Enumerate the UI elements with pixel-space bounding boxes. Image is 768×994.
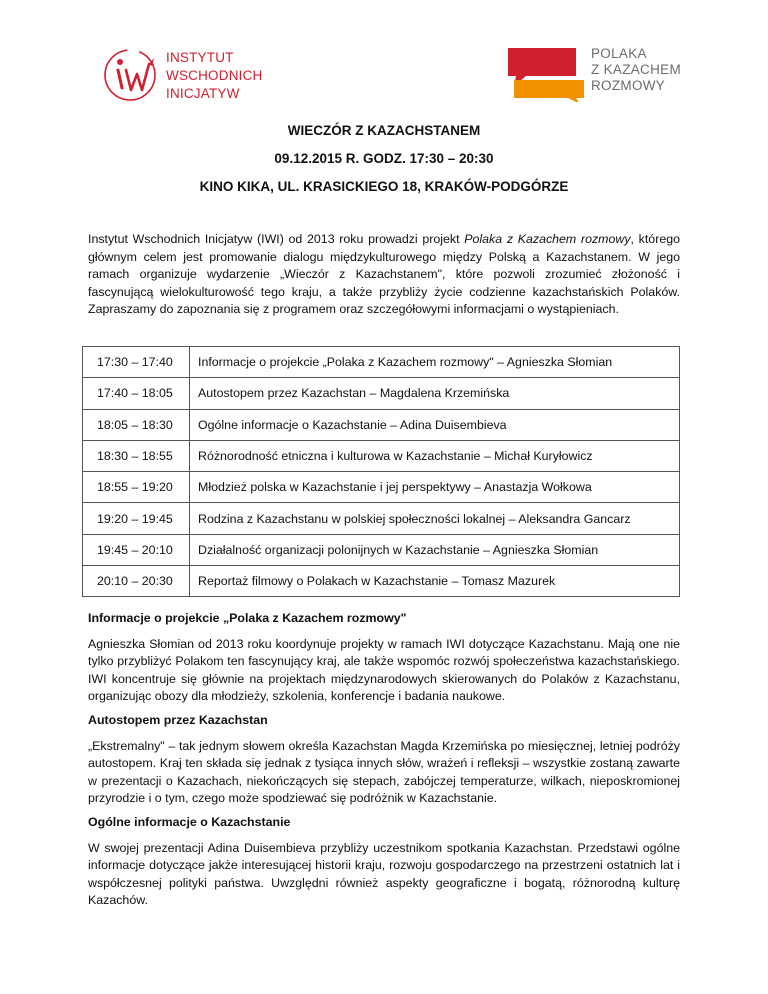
schedule-time: 19:20 – 19:45 (83, 503, 190, 534)
section-hitchhiking (88, 712, 680, 808)
intro-paragraph: Instytut Wschodnich Inicjatyw (IWI) od 2013 roku prowadzi projekt Polaka z Kazachem rozmowy, którego głównym celem jest promowanie dialogu międzykulturowego między Polską a Kazachstanem. W jego ramach organizuje wydarzenie „Wieczór z Kazachstanem", które pozwoli zrozumieć złożoność i fascynującą wielokulturowość tego kraju, a także przybliży życie codzienne kazachstańskich Polaków. Zapraszamy do zapoznania się z programem oraz szczegółowymi informacjami o wystąpieniach. (88, 232, 680, 317)
schedule-time: 17:40 – 18:05 (83, 378, 190, 409)
schedule-item: Młodzież polska w Kazachstanie i jej perspektywy – Anastazja Wołkowa (190, 472, 680, 503)
schedule-time: 18:30 – 18:55 (83, 440, 190, 471)
table-row (83, 472, 680, 503)
section-project-info (88, 610, 680, 706)
section-body: „Ekstremalny" – tak jednym słowem określa Kazachstan Magda Krzemińska po miesięcznej, letniej podróży autostopem. Kraj ten składa się jednak z tysiąca innych słów, wrażeń i refleksji – wszystkie zostaną zawarte w prezentacji o Kazachach, niekończących się stepach, zabójczej temperaturze, wilkach, nieposkromionej przyrodzie i o tym, czego może spodziewać się podróżnik w Kazachstanie. (88, 738, 680, 806)
schedule-time: 18:05 – 18:30 (83, 409, 190, 440)
section-heading: Informacje o projekcie „Polaka z Kazachem rozmowy" (88, 611, 407, 625)
speech-bubbles-icon (506, 40, 590, 102)
polaka-logo-line3: ROZMOWY (591, 78, 666, 93)
schedule-item: Informacje o projekcie „Polaka z Kazachem rozmowy" – Agnieszka Słomian (190, 347, 680, 378)
section-heading: Autostopem przez Kazachstan (88, 713, 268, 727)
iwi-logo-text (166, 49, 263, 103)
event-datetime: 09.12.2015 R. GODZ. 17:30 – 20:30 (274, 151, 494, 166)
table-row (83, 566, 680, 597)
schedule-item: Działalność organizacji polonijnych w Kazachstanie – Agnieszka Słomian (190, 534, 680, 565)
table-row (83, 409, 680, 440)
table-row (83, 378, 680, 409)
section-body: Agnieszka Słomian od 2013 roku koordynuje projekty w ramach IWI dotyczące Kazachstanu. Mają one nie tylko przybliżyć Polakom ten fascynujący kraj, ale także wspomóc rozwój społeczeństwa kazachstańskiego. IWI koncentruje się głównie na projektach międzynarodowych skierowanych do Polaków z Kazachstanu, organizując obozy dla młodzieży, szkolenia, konferencje i badania naukowe. (88, 636, 680, 704)
event-venue: KINO KIKA, UL. KRASICKIEGO 18, KRAKÓW-PODGÓRZE (199, 179, 569, 194)
iwi-monogram-icon (100, 40, 166, 110)
section-heading: Ogólne informacje o Kazachstanie (88, 815, 291, 829)
schedule-time: 18:55 – 19:20 (83, 472, 190, 503)
schedule-item: Autostopem przez Kazachstan – Magdalena Krzemińska (190, 378, 680, 409)
schedule-item: Ogólne informacje o Kazachstanie – Adina Duisembieva (190, 409, 680, 440)
section-general-info (88, 814, 680, 910)
schedule-time: 20:10 – 20:30 (83, 566, 190, 597)
iwi-logo (100, 40, 300, 110)
iwi-logo-line3: INICJATYW (166, 86, 240, 101)
polaka-z-kazachem-logo (506, 40, 706, 110)
schedule-item: Reportaż filmowy o Polakach w Kazachstanie – Tomasz Mazurek (190, 566, 680, 597)
schedule-item: Różnorodność etniczna i kulturowa w Kazachstanie – Michał Kuryłowicz (190, 440, 680, 471)
schedule-item: Rodzina z Kazachstanu w polskiej społeczności lokalnej – Aleksandra Gancarz (190, 503, 680, 534)
polaka-logo-text (591, 46, 681, 94)
table-row (83, 534, 680, 565)
schedule-time: 17:30 – 17:40 (83, 347, 190, 378)
section-body: W swojej prezentacji Adina Duisembieva przybliży uczestnikom spotkania Kazachstan. Przedstawi ogólne informacje dotyczące jakże interesującej historii kraju, rozwoju gospodarczego na przestrzeni ostatnich lat i współczesnej polityki państwa. Uwzględni również aspekty geograficzne i bogatą, różnorodną kulturę Kazachów. (88, 840, 680, 908)
iwi-logo-line1: INSTYTUT (166, 50, 234, 65)
schedule-table (82, 346, 680, 597)
table-row (83, 347, 680, 378)
table-row (83, 440, 680, 471)
event-header (0, 123, 768, 194)
project-name: Polaka z Kazachem rozmowy (464, 232, 631, 246)
table-row (83, 503, 680, 534)
polaka-logo-line1: POLAKA (591, 46, 647, 61)
iwi-logo-line2: WSCHODNICH (166, 68, 263, 83)
event-title: WIECZÓR Z KAZACHSTANEM (287, 123, 481, 138)
polaka-logo-line2: Z KAZACHEM (591, 62, 682, 77)
schedule-time: 19:45 – 20:10 (83, 534, 190, 565)
